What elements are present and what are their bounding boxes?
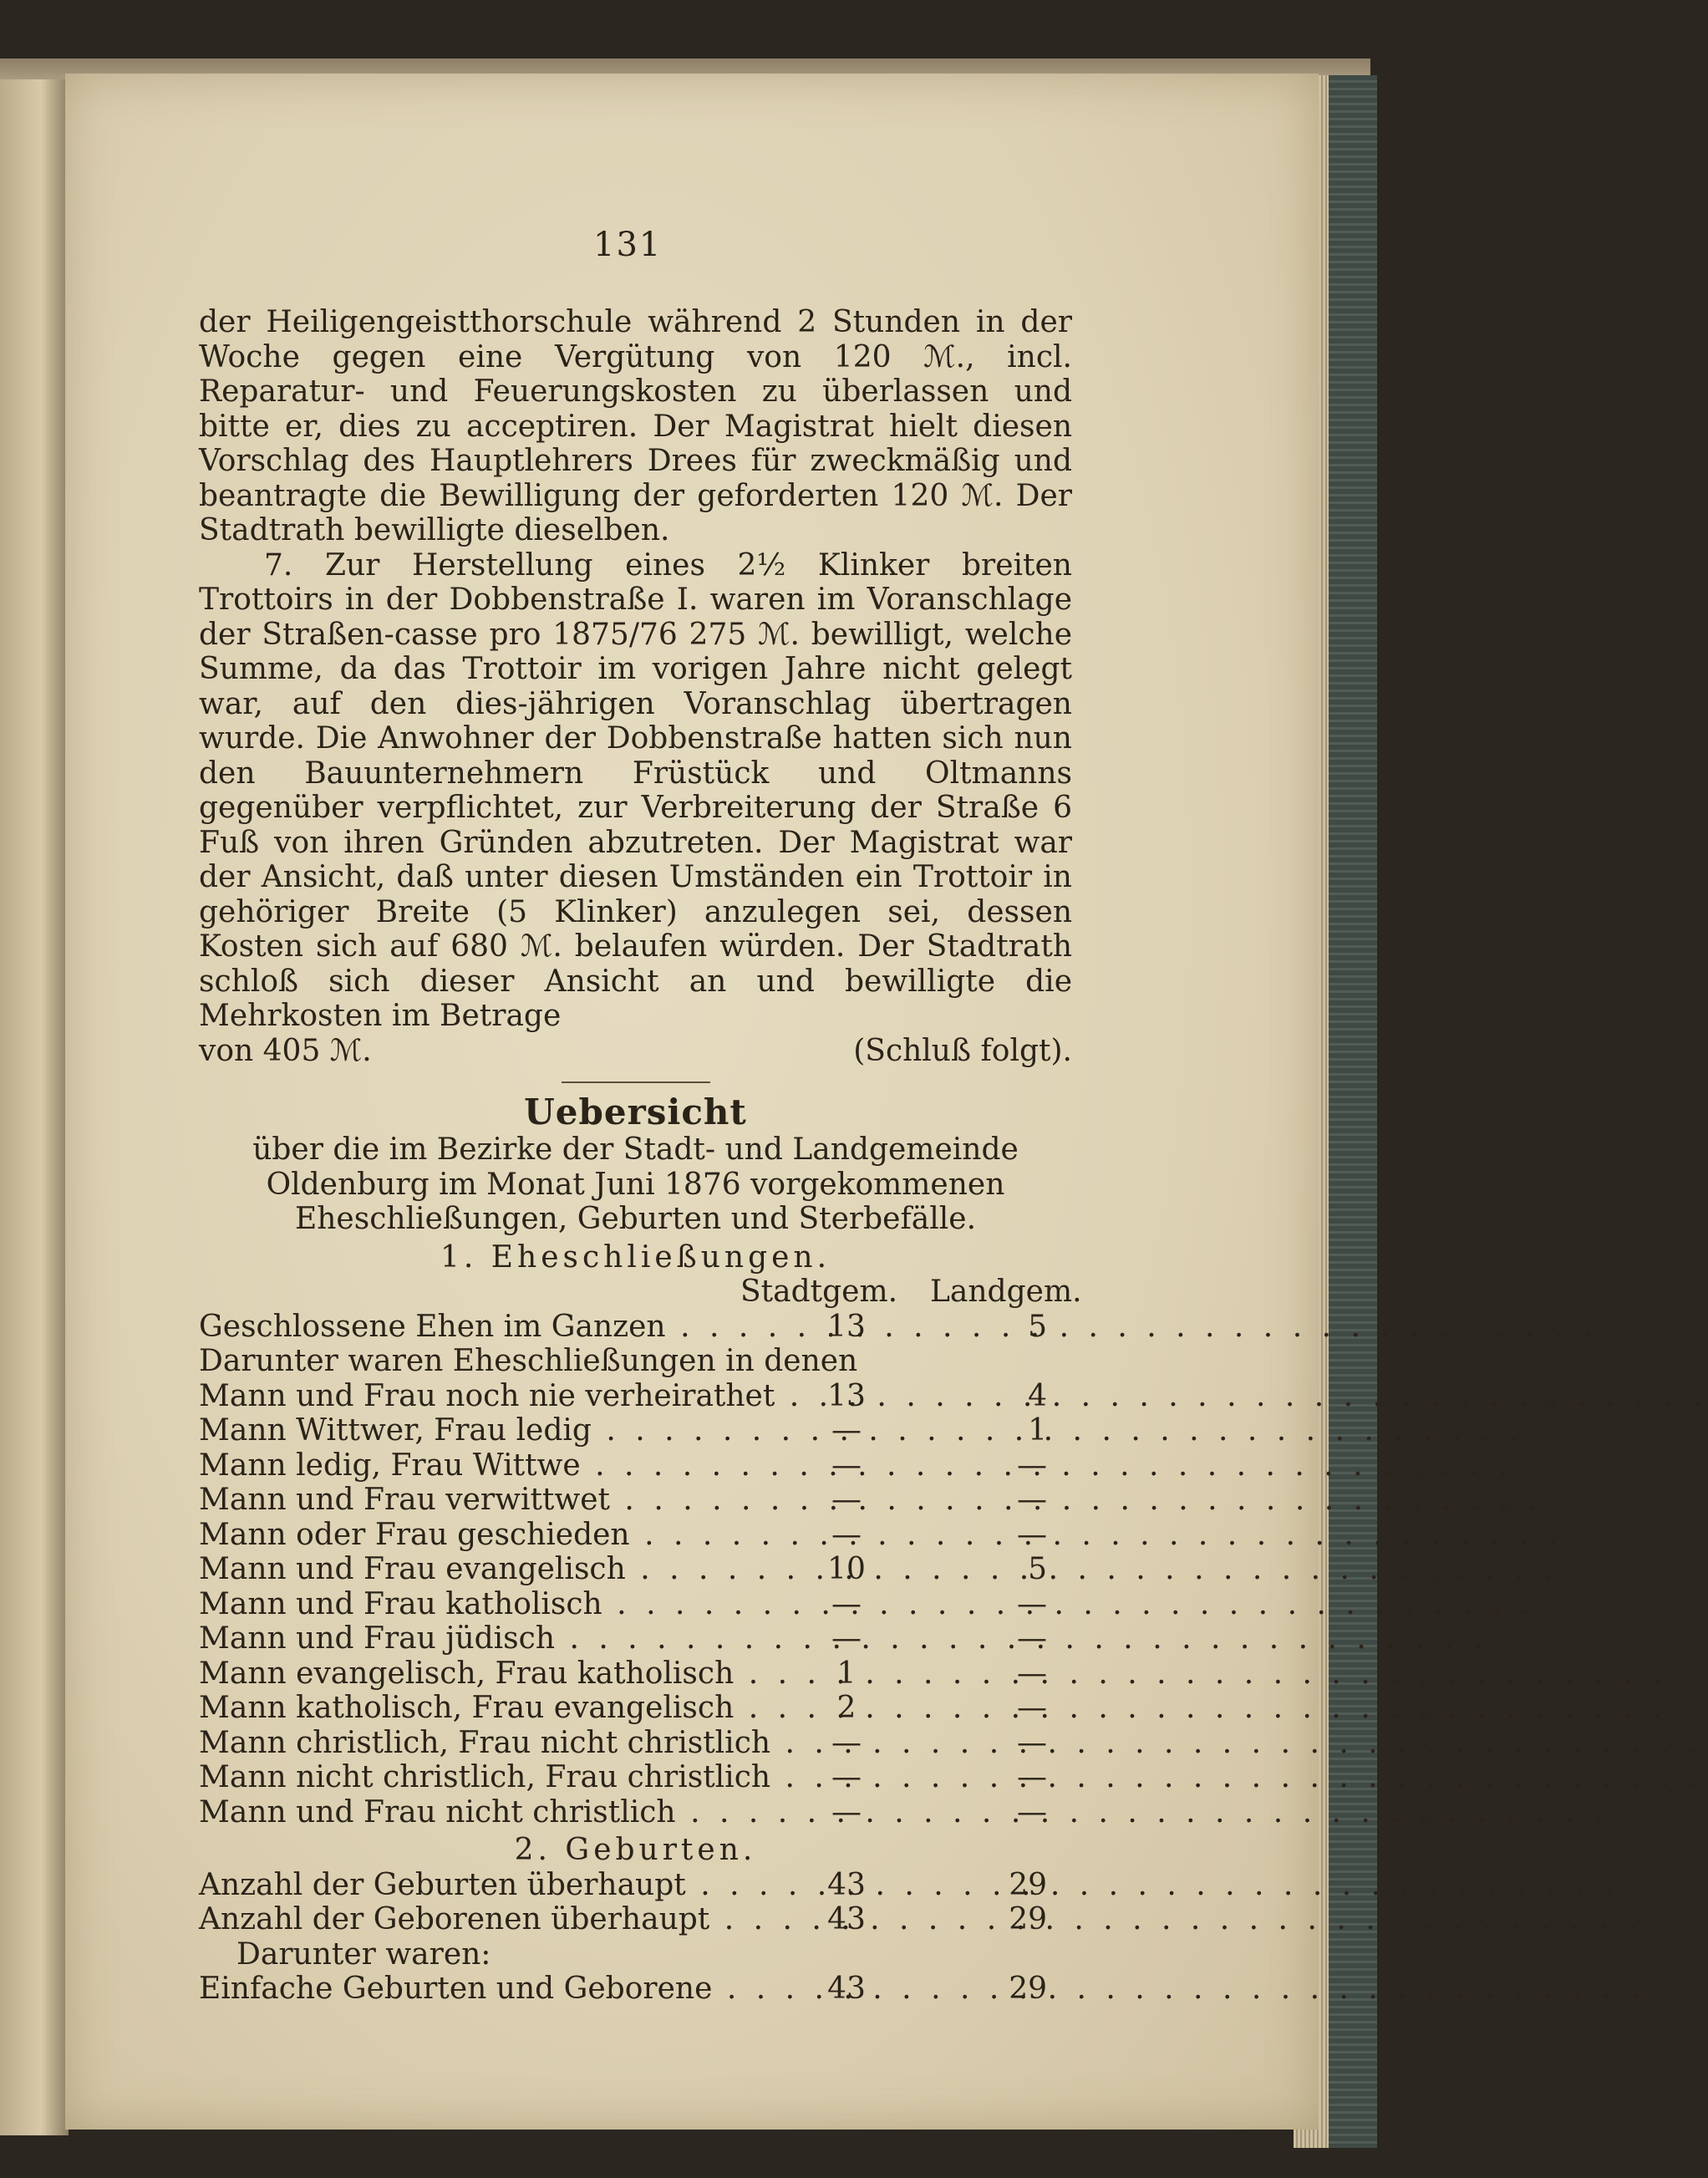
row-label: Anzahl der Geburten überhaupt . . . [199,1868,784,1903]
paragraph-1: der Heiligengeistthorschule während 2 Stunden in der Woche gegen eine Vergütung von 120 ℳ., incl. Reparatur- und Feuerungskosten zu überlassen und bitte er, dies zu acceptiren. Der Magistrat hielt diesen Vorschlag des Hauptlehrers Drees für zweckmäßig und beantragte die Bewilligung der geforderten 120 ℳ. Der Stadtrath bewilligte dieselben. [199,305,1072,547]
row-value-stadt: — [831,1725,862,1760]
table-row [199,1691,1072,1726]
column-land-header: Landgem. [930,1275,1082,1309]
column-headers [199,1275,1082,1310]
row-value-land: 29 [1009,1902,1047,1936]
overview-subheading: über die im Bezirke der Stadt- und Landgemeinde Oldenburg im Monat Juni 1876 vorgekommenen Eheschließungen, Geburten und Sterbefälle. [252,1132,1019,1236]
row-label: Geschlossene Ehen im Ganzen . . . [199,1310,784,1345]
table-row [199,1726,1072,1761]
row-value-stadt: 10 [827,1552,866,1586]
paragraph-2-last: von 405 ℳ. [199,1033,372,1068]
row-value-stadt: — [831,1483,862,1517]
row-label: Mann und Frau noch nie verheirathet . . . [199,1379,784,1414]
row-value-stadt: — [831,1794,862,1829]
marriages-table [199,1275,1082,1829]
row-label: Mann und Frau jüdisch . . . [199,1621,784,1656]
row-value-land: — [1017,1621,1047,1656]
table-row [199,1413,1072,1448]
row-value-stadt: 43 [827,1972,866,2006]
row-value-stadt: 13 [827,1309,866,1344]
row-value-stadt: 43 [827,1867,866,1902]
table-row [199,1656,1072,1692]
row-label: Mann und Frau verwittwet . . . [199,1483,784,1518]
row-value-land: — [1017,1448,1047,1483]
paragraph-2-last-line [199,1034,1072,1069]
table-row [199,1621,1072,1656]
row-value-land: — [1017,1760,1047,1794]
row-value-land: — [1017,1656,1047,1691]
row-label: Einfache Geburten und Geborene . . . [199,1972,784,2007]
overview-heading: Uebersicht [524,1092,747,1132]
paragraph-2-body: 7. Zur Herstellung eines 2½ Klinker breiten Trottoirs in der Dobbenstraße I. waren im Voranschlage der Straßen-casse pro 1875/76 275 ℳ. bewilligt, welche Summe, da das Trottoir im vorigen Jahre nicht gelegt war, auf den dies-jährigen Voranschlag übertragen wurde. Die Anwohner der Dobbenstraße hatten sich nun den Bauunternehmern Früstück und Oltmanns gegenüber verpflichtet, zur Verbreiterung der Straße 6 Fuß von ihren Gründen abzutreten. Der Magistrat war der Ansicht, daß unter diesen Umständen ein Trottoir in gehöriger Breite (5 Klinker) anzulegen sei, dessen Kosten sich auf 680 ℳ. belaufen würden. Der Stadtrath schloß sich dieser Ansicht an und bewilligte die Mehrkosten im Betrage [199,547,1072,1033]
row-value-stadt: 13 [827,1378,866,1413]
row-label: Mann nicht christlich, Frau christlich . . . [199,1760,784,1795]
row-value-land: 29 [1009,1972,1047,2006]
row-value-land: 1 [1028,1413,1047,1448]
table-row [199,1795,1072,1830]
continued-note: (Schluß folgt). [853,1033,1072,1068]
section-births-title: 2. Geburten. [514,1833,757,1867]
births-table [199,1868,1072,2007]
table-row [199,1552,1072,1587]
left-page-edge [0,79,69,2135]
row-label: Mann evangelisch, Frau katholisch . . . [199,1656,784,1692]
table-row [199,1483,1072,1518]
row-label: Mann und Frau evangelisch . . . [199,1552,784,1587]
paragraph-2 [199,548,1072,1034]
page-number: 131 [593,226,663,264]
table-row [199,1518,1072,1553]
row-value-land: — [1017,1691,1047,1725]
row-label: Darunter waren Eheschließungen in denen [199,1344,858,1378]
row-value-land: — [1017,1517,1047,1552]
row-value-land: — [1017,1586,1047,1621]
book-cover [1329,75,1377,2148]
row-label: Mann und Frau katholisch . . . [199,1587,784,1622]
row-value-stadt: 2 [836,1691,857,1725]
row-label: Mann christlich, Frau nicht christlich . . . [199,1726,784,1761]
section-marriages-title: 1. Eheschließungen. [440,1239,831,1275]
table-row [199,1972,1072,2007]
row-value-land: 5 [1028,1552,1047,1586]
table-row [199,1448,1072,1483]
row-value-stadt: — [831,1760,862,1794]
row-value-stadt: — [831,1448,862,1483]
row-value-stadt: 43 [827,1902,866,1936]
table-row [199,1587,1072,1622]
row-value-land: — [1017,1794,1047,1829]
row-label: Mann ledig, Frau Wittwe . . . [199,1448,784,1483]
row-value-stadt: — [831,1413,862,1448]
table-row [199,1760,1072,1795]
row-value-stadt: — [831,1621,862,1656]
row-label: Mann oder Frau geschieden . . . [199,1518,784,1553]
table-row [199,1868,1072,1903]
section-divider [562,1081,710,1083]
table-row [199,1310,1072,1345]
column-stadt-header: Stadtgem. [740,1275,898,1309]
row-value-land: 4 [1028,1378,1047,1413]
row-label: Mann katholisch, Frau evangelisch . . . [199,1691,784,1726]
row-value-land: 5 [1028,1309,1047,1344]
row-label: Mann Wittwer, Frau ledig . . . [199,1413,784,1448]
row-value-stadt: — [831,1517,862,1552]
table-row [199,1902,1072,1937]
row-label: Anzahl der Geborenen überhaupt . . . [199,1902,784,1937]
table-row [199,1379,1072,1414]
row-value-land: — [1017,1725,1047,1760]
row-value-land: 29 [1009,1867,1047,1902]
row-value-land: — [1017,1483,1047,1517]
row-label: Darunter waren: [236,1936,491,1972]
row-value-stadt: — [831,1586,862,1621]
row-value-stadt: 1 [836,1656,857,1691]
table-row [199,1937,1072,1972]
page-content [199,226,1082,2007]
row-label: Mann und Frau nicht christlich . . . [199,1795,784,1830]
table-row [199,1344,1072,1379]
